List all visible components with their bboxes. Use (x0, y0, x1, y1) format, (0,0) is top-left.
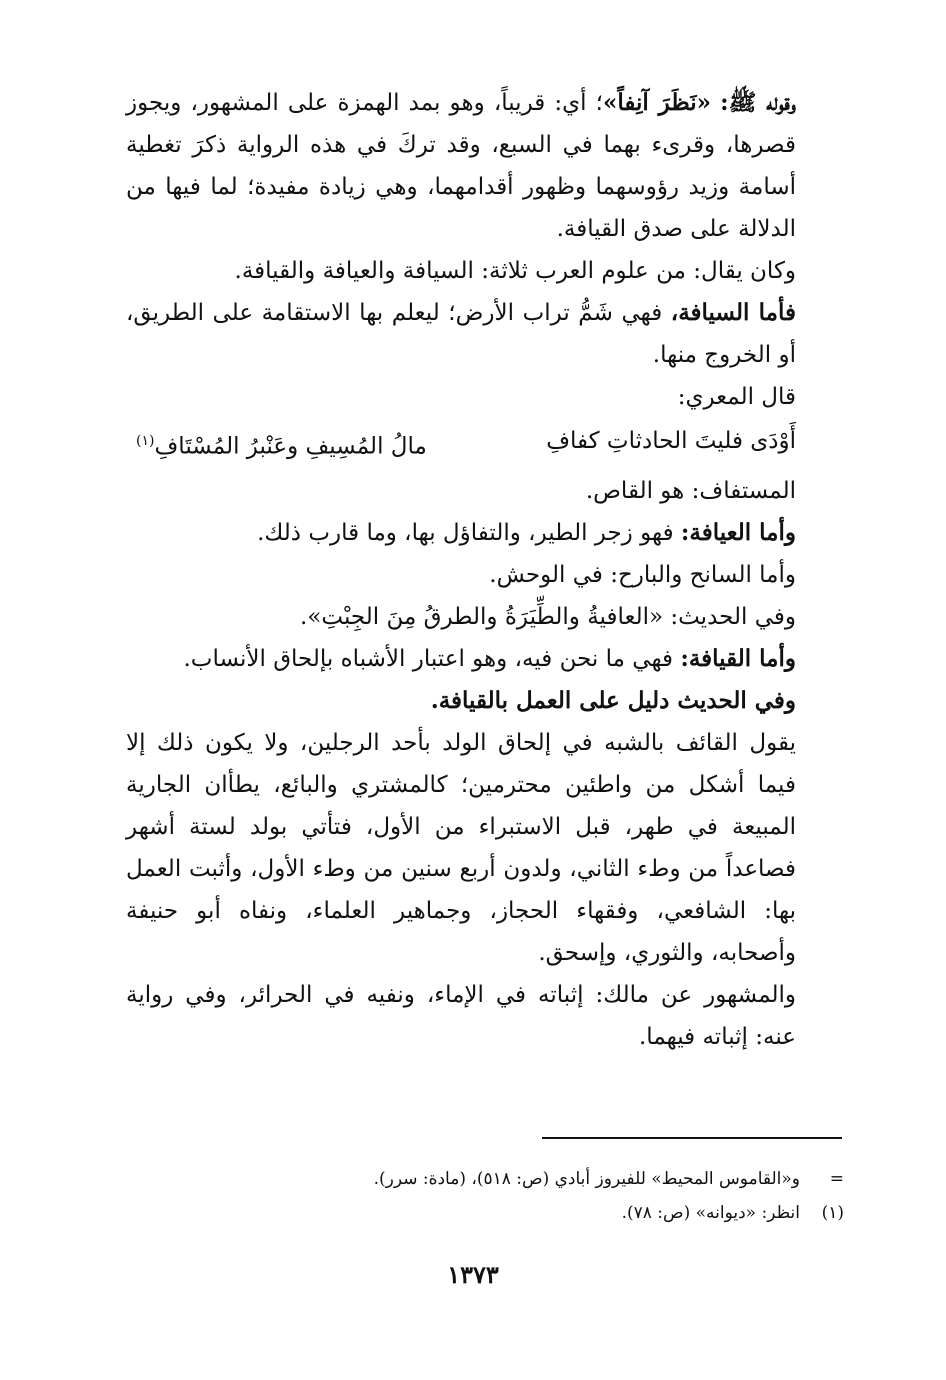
paragraph-8: وفي الحديث: «العافيةُ والطِّيَرَةُ والطرقُ مِنَ الجِبْتِ». (300, 603, 796, 630)
paragraph-1-quote: «نَظَرَ آنِفاً» (603, 89, 711, 116)
paragraph-9-lead: وأما القيافة: (680, 644, 796, 672)
footnote-continued-mark: = (829, 1169, 844, 1189)
footnote-separator (542, 1137, 842, 1139)
footnote-1-mark: (١) (821, 1203, 844, 1223)
paragraph-1 (126, 82, 844, 250)
footnote-continued-text: و«القاموس المحيط» للفيروز أبادي (ص: ٥١٨)، (مادة: سرر). (373, 1169, 800, 1189)
paragraph-2: وكان يقال: من علوم العرب ثلاثة: السيافة والعيافة والقيافة. (234, 258, 796, 284)
verse-second-hemistich (136, 420, 427, 468)
paragraph-9 (126, 638, 844, 680)
paragraph-9-text: فهي ما نحن فيه، وهو اعتبار الأشباه بإلحاق الأنساب. (183, 645, 681, 672)
footnote-ref-1: (١) (136, 433, 155, 449)
footnote-1-text: انظر: «ديوانه» (ص: ٧٨). (621, 1203, 800, 1223)
footnotes (126, 1162, 844, 1230)
paragraph-6 (126, 512, 844, 554)
paragraph-3-lead: فأما السيافة، (670, 299, 796, 326)
verse-second-hemistich-text: مالُ المُسِيفِ وعَنْبرُ المُسْتَافِ (154, 433, 427, 460)
paragraph-5: المستفاف: هو القاص. (585, 477, 796, 504)
poetry-verse (126, 420, 844, 468)
footnote-1 (126, 1196, 844, 1230)
paragraph-1-lead: وقوله ﷺ: (720, 89, 797, 116)
main-text (126, 82, 844, 1058)
paragraph-4: قال المعري: (677, 384, 796, 410)
paragraph-7: وأما السانح والبارح: في الوحش. (489, 561, 796, 588)
paragraph-11: يقول القائف بالشبه في إلحاق الولد بأحد الرجلين، ولا يكون ذلك إلا فيما أشكل من واطئين محترمين؛ كالمشتري والبائع، يطأان الجارية المبيعة في طهر، قبل الاستبراء من الأول، فتأتي بولد لستة أشهر فصاعداً من وطء الثاني، ولدون أربع سنين من وطء الأول، وأثبت العمل بها: الشافعي، وفقهاء الحجاز، وجماهير العلماء، ونفاه أبو حنيفة وأصحابه، والثوري، وإسحق. (126, 729, 796, 966)
paragraph-3-text: فهي شَمُّ تراب الأرض؛ ليعلم بها الاستقامة على الطريق، أو الخروج منها. (126, 300, 796, 368)
paragraph-12: والمشهور عن مالك: إثباته في الإماء، ونفيه في الحرائر، وفي رواية عنه: إثباته فيهما. (126, 981, 796, 1050)
paragraph-3 (126, 292, 844, 376)
paragraph-6-lead: وأما العيافة: (680, 518, 796, 546)
paragraph-6-text: فهو زجر الطير، والتفاؤل بها، وما قارب ذلك. (257, 519, 681, 546)
verse-first-hemistich: أَوْدَى فليتَ الحادثاتِ كفافِ (546, 428, 796, 454)
page-number: ١٣٧٣ (447, 1260, 499, 1289)
footnote-continued (126, 1162, 844, 1196)
paragraph-10: وفي الحديث دليل على العمل بالقيافة. (430, 686, 796, 714)
paragraph-1-text: ؛ أي: قريباً، وهو بمد الهمزة على المشهور، ويجوز قصرها، وقرىء بهما في السبع، وقد تركَ في هذه الرواية ذكرَ تغطية أسامة وزيد رؤوسهما وظهور أقدامهما، وهي زيادة مفيدة؛ لما فيها من الدلالة على صدق القيافة. (126, 90, 796, 242)
